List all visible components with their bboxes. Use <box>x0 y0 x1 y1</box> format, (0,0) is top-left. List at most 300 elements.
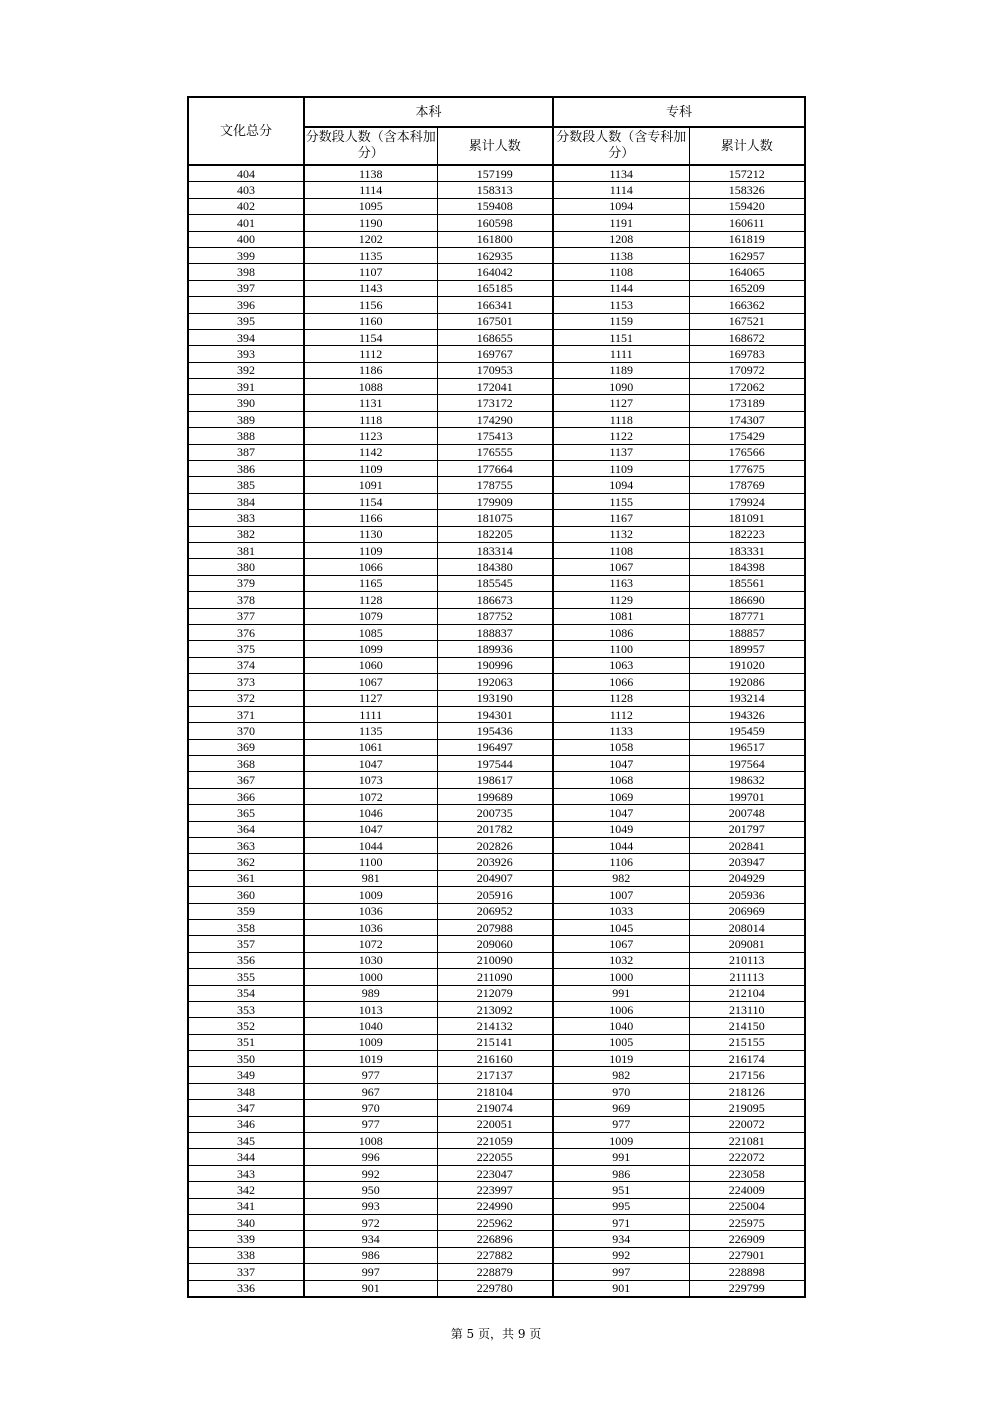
table-row <box>188 739 805 755</box>
cell-zhuanke-cumulative: 174307 <box>689 411 805 427</box>
header-benke-cumulative: 累计人数 <box>437 127 553 165</box>
header-zhuanke: 专科 <box>553 97 805 127</box>
cell-benke-count: 950 <box>304 1182 437 1198</box>
cell-zhuanke-cumulative: 177675 <box>689 461 805 477</box>
cell-zhuanke-cumulative: 226909 <box>689 1231 805 1247</box>
table-row <box>188 1149 805 1165</box>
cell-benke-count: 1165 <box>304 575 437 591</box>
cell-zhuanke-cumulative: 192086 <box>689 674 805 690</box>
cell-benke-cumulative: 167501 <box>437 313 553 329</box>
table-row <box>188 919 805 935</box>
cell-zhuanke-count: 1094 <box>553 198 689 214</box>
cell-benke-cumulative: 229780 <box>437 1280 553 1297</box>
cell-score: 395 <box>188 313 304 329</box>
cell-score: 359 <box>188 903 304 919</box>
cell-benke-cumulative: 190996 <box>437 657 553 673</box>
cell-benke-count: 1008 <box>304 1133 437 1149</box>
cell-benke-count: 1123 <box>304 428 437 444</box>
cell-zhuanke-cumulative: 225975 <box>689 1215 805 1231</box>
cell-zhuanke-count: 1208 <box>553 231 689 247</box>
cell-score: 402 <box>188 198 304 214</box>
table-row <box>188 772 805 788</box>
cell-zhuanke-cumulative: 219095 <box>689 1100 805 1116</box>
cell-score: 342 <box>188 1182 304 1198</box>
cell-benke-count: 981 <box>304 870 437 886</box>
cell-zhuanke-count: 1144 <box>553 280 689 296</box>
cell-score: 389 <box>188 411 304 427</box>
cell-score: 346 <box>188 1116 304 1132</box>
cell-benke-count: 1142 <box>304 444 437 460</box>
cell-zhuanke-cumulative: 224009 <box>689 1182 805 1198</box>
cell-benke-cumulative: 173172 <box>437 395 553 411</box>
table-row <box>188 280 805 296</box>
cell-benke-count: 1109 <box>304 542 437 558</box>
cell-zhuanke-count: 1032 <box>553 952 689 968</box>
cell-zhuanke-cumulative: 196517 <box>689 739 805 755</box>
cell-zhuanke-count: 951 <box>553 1182 689 1198</box>
cell-benke-cumulative: 195436 <box>437 723 553 739</box>
table-row <box>188 198 805 214</box>
table-row <box>188 952 805 968</box>
cell-benke-cumulative: 206952 <box>437 903 553 919</box>
table-row <box>188 592 805 608</box>
cell-benke-count: 1047 <box>304 756 437 772</box>
cell-zhuanke-cumulative: 162957 <box>689 247 805 263</box>
cell-benke-cumulative: 213092 <box>437 1001 553 1017</box>
table-row <box>188 854 805 870</box>
cell-zhuanke-count: 1189 <box>553 362 689 378</box>
table-row <box>188 1001 805 1017</box>
cell-score: 369 <box>188 739 304 755</box>
cell-score: 340 <box>188 1215 304 1231</box>
cell-benke-count: 934 <box>304 1231 437 1247</box>
cell-benke-count: 1135 <box>304 723 437 739</box>
table-row <box>188 493 805 509</box>
cell-score: 361 <box>188 870 304 886</box>
cell-zhuanke-cumulative: 210113 <box>689 952 805 968</box>
table-row <box>188 1280 805 1297</box>
cell-zhuanke-count: 1151 <box>553 329 689 345</box>
cell-score: 393 <box>188 346 304 362</box>
cell-benke-cumulative: 204907 <box>437 870 553 886</box>
cell-benke-count: 1099 <box>304 641 437 657</box>
cell-benke-cumulative: 221059 <box>437 1133 553 1149</box>
cell-zhuanke-count: 1063 <box>553 657 689 673</box>
cell-score: 337 <box>188 1264 304 1280</box>
header-benke-count: 分数段人数（含本科加分） <box>304 127 437 165</box>
table-row <box>188 985 805 1001</box>
cell-score: 401 <box>188 215 304 231</box>
table-row <box>188 313 805 329</box>
cell-benke-cumulative: 164042 <box>437 264 553 280</box>
cell-benke-cumulative: 199689 <box>437 788 553 804</box>
table-row <box>188 461 805 477</box>
cell-zhuanke-count: 1045 <box>553 919 689 935</box>
table-row <box>188 1165 805 1181</box>
cell-benke-cumulative: 198617 <box>437 772 553 788</box>
table-row <box>188 428 805 444</box>
table-row <box>188 1231 805 1247</box>
cell-zhuanke-count: 1163 <box>553 575 689 591</box>
cell-benke-count: 1009 <box>304 887 437 903</box>
table-row <box>188 624 805 640</box>
cell-zhuanke-count: 1108 <box>553 542 689 558</box>
table-row <box>188 1116 805 1132</box>
cell-benke-count: 1127 <box>304 690 437 706</box>
cell-zhuanke-count: 1094 <box>553 477 689 493</box>
header-benke: 本科 <box>304 97 553 127</box>
table-row <box>188 1034 805 1050</box>
cell-score: 390 <box>188 395 304 411</box>
cell-benke-cumulative: 217137 <box>437 1067 553 1083</box>
cell-zhuanke-cumulative: 209081 <box>689 936 805 952</box>
table-row <box>188 1067 805 1083</box>
cell-score: 384 <box>188 493 304 509</box>
cell-score: 385 <box>188 477 304 493</box>
cell-benke-cumulative: 201782 <box>437 821 553 837</box>
table-row <box>188 1083 805 1099</box>
cell-zhuanke-cumulative: 193214 <box>689 690 805 706</box>
table-row <box>188 395 805 411</box>
cell-score: 379 <box>188 575 304 591</box>
cell-benke-cumulative: 187752 <box>437 608 553 624</box>
cell-benke-count: 996 <box>304 1149 437 1165</box>
cell-zhuanke-count: 1009 <box>553 1133 689 1149</box>
table-row <box>188 231 805 247</box>
cell-benke-cumulative: 196497 <box>437 739 553 755</box>
cell-benke-cumulative: 218104 <box>437 1083 553 1099</box>
cell-benke-count: 1154 <box>304 329 437 345</box>
cell-benke-count: 1044 <box>304 838 437 854</box>
cell-score: 344 <box>188 1149 304 1165</box>
cell-zhuanke-count: 1090 <box>553 379 689 395</box>
cell-zhuanke-cumulative: 194326 <box>689 706 805 722</box>
cell-zhuanke-cumulative: 208014 <box>689 919 805 935</box>
cell-zhuanke-cumulative: 165209 <box>689 280 805 296</box>
cell-zhuanke-cumulative: 203947 <box>689 854 805 870</box>
cell-zhuanke-cumulative: 218126 <box>689 1083 805 1099</box>
cell-zhuanke-count: 971 <box>553 1215 689 1231</box>
cell-zhuanke-cumulative: 166362 <box>689 297 805 313</box>
cell-benke-count: 1000 <box>304 969 437 985</box>
cell-benke-count: 1066 <box>304 559 437 575</box>
cell-score: 341 <box>188 1198 304 1214</box>
cell-benke-cumulative: 205916 <box>437 887 553 903</box>
cell-score: 398 <box>188 264 304 280</box>
cell-benke-cumulative: 203926 <box>437 854 553 870</box>
table-row <box>188 1198 805 1214</box>
cell-benke-count: 1107 <box>304 264 437 280</box>
cell-benke-count: 1112 <box>304 346 437 362</box>
cell-score: 351 <box>188 1034 304 1050</box>
cell-score: 368 <box>188 756 304 772</box>
table-row <box>188 215 805 231</box>
table-row <box>188 756 805 772</box>
cell-zhuanke-cumulative: 227901 <box>689 1247 805 1263</box>
cell-benke-count: 1030 <box>304 952 437 968</box>
cell-zhuanke-count: 1033 <box>553 903 689 919</box>
cell-zhuanke-count: 997 <box>553 1264 689 1280</box>
table-row <box>188 526 805 542</box>
cell-benke-count: 1143 <box>304 280 437 296</box>
cell-benke-cumulative: 179909 <box>437 493 553 509</box>
cell-score: 378 <box>188 592 304 608</box>
cell-score: 364 <box>188 821 304 837</box>
cell-score: 360 <box>188 887 304 903</box>
cell-zhuanke-count: 1047 <box>553 805 689 821</box>
cell-zhuanke-count: 1118 <box>553 411 689 427</box>
table-row <box>188 870 805 886</box>
cell-zhuanke-count: 991 <box>553 985 689 1001</box>
cell-benke-cumulative: 166341 <box>437 297 553 313</box>
cell-zhuanke-cumulative: 158326 <box>689 182 805 198</box>
cell-benke-cumulative: 223997 <box>437 1182 553 1198</box>
cell-benke-count: 1013 <box>304 1001 437 1017</box>
cell-benke-count: 1091 <box>304 477 437 493</box>
score-distribution-table <box>187 96 806 1298</box>
cell-zhuanke-count: 1159 <box>553 313 689 329</box>
cell-benke-count: 1160 <box>304 313 437 329</box>
cell-benke-cumulative: 184380 <box>437 559 553 575</box>
cell-zhuanke-count: 982 <box>553 1067 689 1083</box>
cell-benke-cumulative: 162935 <box>437 247 553 263</box>
cell-zhuanke-count: 970 <box>553 1083 689 1099</box>
cell-zhuanke-cumulative: 213110 <box>689 1001 805 1017</box>
table-row <box>188 1018 805 1034</box>
cell-zhuanke-cumulative: 157212 <box>689 165 805 182</box>
cell-benke-count: 1202 <box>304 231 437 247</box>
table-row <box>188 362 805 378</box>
header-zhuanke-cumulative: 累计人数 <box>689 127 805 165</box>
cell-score: 371 <box>188 706 304 722</box>
table-row <box>188 674 805 690</box>
cell-benke-count: 1131 <box>304 395 437 411</box>
cell-zhuanke-count: 1067 <box>553 936 689 952</box>
cell-benke-count: 1130 <box>304 526 437 542</box>
cell-zhuanke-cumulative: 198632 <box>689 772 805 788</box>
table-row <box>188 706 805 722</box>
table-row <box>188 887 805 903</box>
table-row <box>188 838 805 854</box>
cell-benke-count: 1088 <box>304 379 437 395</box>
cell-zhuanke-cumulative: 176566 <box>689 444 805 460</box>
cell-benke-count: 1036 <box>304 903 437 919</box>
cell-zhuanke-count: 1100 <box>553 641 689 657</box>
cell-zhuanke-cumulative: 221081 <box>689 1133 805 1149</box>
cell-zhuanke-cumulative: 220072 <box>689 1116 805 1132</box>
cell-zhuanke-cumulative: 200748 <box>689 805 805 821</box>
cell-benke-count: 1036 <box>304 919 437 935</box>
cell-zhuanke-count: 1127 <box>553 395 689 411</box>
cell-benke-count: 1046 <box>304 805 437 821</box>
cell-benke-count: 1118 <box>304 411 437 427</box>
cell-zhuanke-count: 1044 <box>553 838 689 854</box>
cell-score: 403 <box>188 182 304 198</box>
cell-zhuanke-count: 1086 <box>553 624 689 640</box>
cell-score: 392 <box>188 362 304 378</box>
cell-zhuanke-count: 1069 <box>553 788 689 804</box>
cell-benke-count: 986 <box>304 1247 437 1263</box>
cell-score: 365 <box>188 805 304 821</box>
cell-benke-cumulative: 197544 <box>437 756 553 772</box>
cell-zhuanke-count: 1132 <box>553 526 689 542</box>
cell-score: 345 <box>188 1133 304 1149</box>
cell-zhuanke-count: 1058 <box>553 739 689 755</box>
cell-score: 358 <box>188 919 304 935</box>
cell-zhuanke-count: 1129 <box>553 592 689 608</box>
cell-score: 380 <box>188 559 304 575</box>
cell-benke-cumulative: 215141 <box>437 1034 553 1050</box>
cell-benke-cumulative: 174290 <box>437 411 553 427</box>
cell-zhuanke-cumulative: 229799 <box>689 1280 805 1297</box>
cell-benke-count: 1135 <box>304 247 437 263</box>
table-row <box>188 346 805 362</box>
cell-score: 374 <box>188 657 304 673</box>
cell-benke-count: 977 <box>304 1116 437 1132</box>
cell-benke-cumulative: 210090 <box>437 952 553 968</box>
cell-score: 348 <box>188 1083 304 1099</box>
table-row <box>188 411 805 427</box>
cell-benke-cumulative: 165185 <box>437 280 553 296</box>
cell-zhuanke-cumulative: 185561 <box>689 575 805 591</box>
cell-score: 349 <box>188 1067 304 1083</box>
cell-zhuanke-cumulative: 167521 <box>689 313 805 329</box>
cell-benke-count: 997 <box>304 1264 437 1280</box>
table-row <box>188 641 805 657</box>
cell-zhuanke-count: 1005 <box>553 1034 689 1050</box>
cell-zhuanke-cumulative: 202841 <box>689 838 805 854</box>
cell-benke-count: 1019 <box>304 1051 437 1067</box>
cell-score: 382 <box>188 526 304 542</box>
cell-benke-cumulative: 189936 <box>437 641 553 657</box>
cell-zhuanke-count: 977 <box>553 1116 689 1132</box>
table-body <box>188 165 805 1297</box>
cell-score: 370 <box>188 723 304 739</box>
cell-benke-count: 1061 <box>304 739 437 755</box>
cell-benke-cumulative: 224990 <box>437 1198 553 1214</box>
cell-zhuanke-cumulative: 182223 <box>689 526 805 542</box>
cell-score: 373 <box>188 674 304 690</box>
cell-benke-cumulative: 159408 <box>437 198 553 214</box>
cell-benke-cumulative: 175413 <box>437 428 553 444</box>
cell-benke-cumulative: 158313 <box>437 182 553 198</box>
cell-zhuanke-cumulative: 181091 <box>689 510 805 526</box>
cell-benke-count: 1072 <box>304 936 437 952</box>
cell-zhuanke-cumulative: 188857 <box>689 624 805 640</box>
table-row <box>188 379 805 395</box>
cell-zhuanke-count: 1138 <box>553 247 689 263</box>
table-row <box>188 723 805 739</box>
cell-score: 347 <box>188 1100 304 1116</box>
cell-zhuanke-cumulative: 206969 <box>689 903 805 919</box>
cell-score: 353 <box>188 1001 304 1017</box>
cell-zhuanke-cumulative: 204929 <box>689 870 805 886</box>
cell-zhuanke-count: 901 <box>553 1280 689 1297</box>
cell-zhuanke-count: 1108 <box>553 264 689 280</box>
cell-zhuanke-cumulative: 159420 <box>689 198 805 214</box>
cell-zhuanke-count: 1040 <box>553 1018 689 1034</box>
cell-score: 366 <box>188 788 304 804</box>
cell-benke-cumulative: 160598 <box>437 215 553 231</box>
cell-zhuanke-count: 1114 <box>553 182 689 198</box>
cell-zhuanke-cumulative: 189957 <box>689 641 805 657</box>
table-row <box>188 608 805 624</box>
cell-benke-cumulative: 220051 <box>437 1116 553 1132</box>
cell-zhuanke-cumulative: 161819 <box>689 231 805 247</box>
cell-score: 381 <box>188 542 304 558</box>
cell-benke-cumulative: 223047 <box>437 1165 553 1181</box>
header-total-score: 文化总分 <box>188 97 304 165</box>
cell-score: 387 <box>188 444 304 460</box>
cell-score: 396 <box>188 297 304 313</box>
table-row <box>188 969 805 985</box>
cell-benke-count: 1114 <box>304 182 437 198</box>
table-row <box>188 444 805 460</box>
cell-benke-count: 1040 <box>304 1018 437 1034</box>
cell-benke-cumulative: 157199 <box>437 165 553 182</box>
cell-benke-count: 1111 <box>304 706 437 722</box>
cell-zhuanke-count: 1191 <box>553 215 689 231</box>
cell-benke-cumulative: 222055 <box>437 1149 553 1165</box>
cell-zhuanke-count: 1137 <box>553 444 689 460</box>
cell-zhuanke-cumulative: 183331 <box>689 542 805 558</box>
cell-zhuanke-cumulative: 184398 <box>689 559 805 575</box>
cell-zhuanke-count: 1153 <box>553 297 689 313</box>
cell-benke-cumulative: 170953 <box>437 362 553 378</box>
cell-score: 338 <box>188 1247 304 1263</box>
cell-score: 339 <box>188 1231 304 1247</box>
cell-score: 336 <box>188 1280 304 1297</box>
table-row <box>188 247 805 263</box>
cell-zhuanke-cumulative: 187771 <box>689 608 805 624</box>
cell-zhuanke-cumulative: 214150 <box>689 1018 805 1034</box>
cell-zhuanke-count: 1049 <box>553 821 689 837</box>
cell-benke-cumulative: 211090 <box>437 969 553 985</box>
cell-benke-cumulative: 183314 <box>437 542 553 558</box>
cell-score: 354 <box>188 985 304 1001</box>
cell-benke-cumulative: 168655 <box>437 329 553 345</box>
cell-zhuanke-cumulative: 212104 <box>689 985 805 1001</box>
cell-benke-cumulative: 178755 <box>437 477 553 493</box>
cell-benke-count: 1072 <box>304 788 437 804</box>
cell-score: 383 <box>188 510 304 526</box>
cell-benke-count: 1060 <box>304 657 437 673</box>
cell-benke-cumulative: 216160 <box>437 1051 553 1067</box>
cell-benke-cumulative: 200735 <box>437 805 553 821</box>
table-row <box>188 297 805 313</box>
cell-benke-count: 1067 <box>304 674 437 690</box>
cell-benke-count: 1186 <box>304 362 437 378</box>
cell-zhuanke-count: 986 <box>553 1165 689 1181</box>
cell-benke-count: 977 <box>304 1067 437 1083</box>
cell-benke-count: 1166 <box>304 510 437 526</box>
cell-score: 372 <box>188 690 304 706</box>
cell-benke-cumulative: 212079 <box>437 985 553 1001</box>
cell-benke-count: 992 <box>304 1165 437 1181</box>
cell-score: 394 <box>188 329 304 345</box>
table-header <box>188 97 805 165</box>
table-row <box>188 165 805 182</box>
cell-zhuanke-cumulative: 160611 <box>689 215 805 231</box>
cell-zhuanke-count: 982 <box>553 870 689 886</box>
cell-benke-cumulative: 194301 <box>437 706 553 722</box>
cell-score: 357 <box>188 936 304 952</box>
cell-zhuanke-count: 1128 <box>553 690 689 706</box>
cell-benke-count: 1009 <box>304 1034 437 1050</box>
cell-benke-cumulative: 186673 <box>437 592 553 608</box>
cell-benke-cumulative: 226896 <box>437 1231 553 1247</box>
table-row <box>188 690 805 706</box>
